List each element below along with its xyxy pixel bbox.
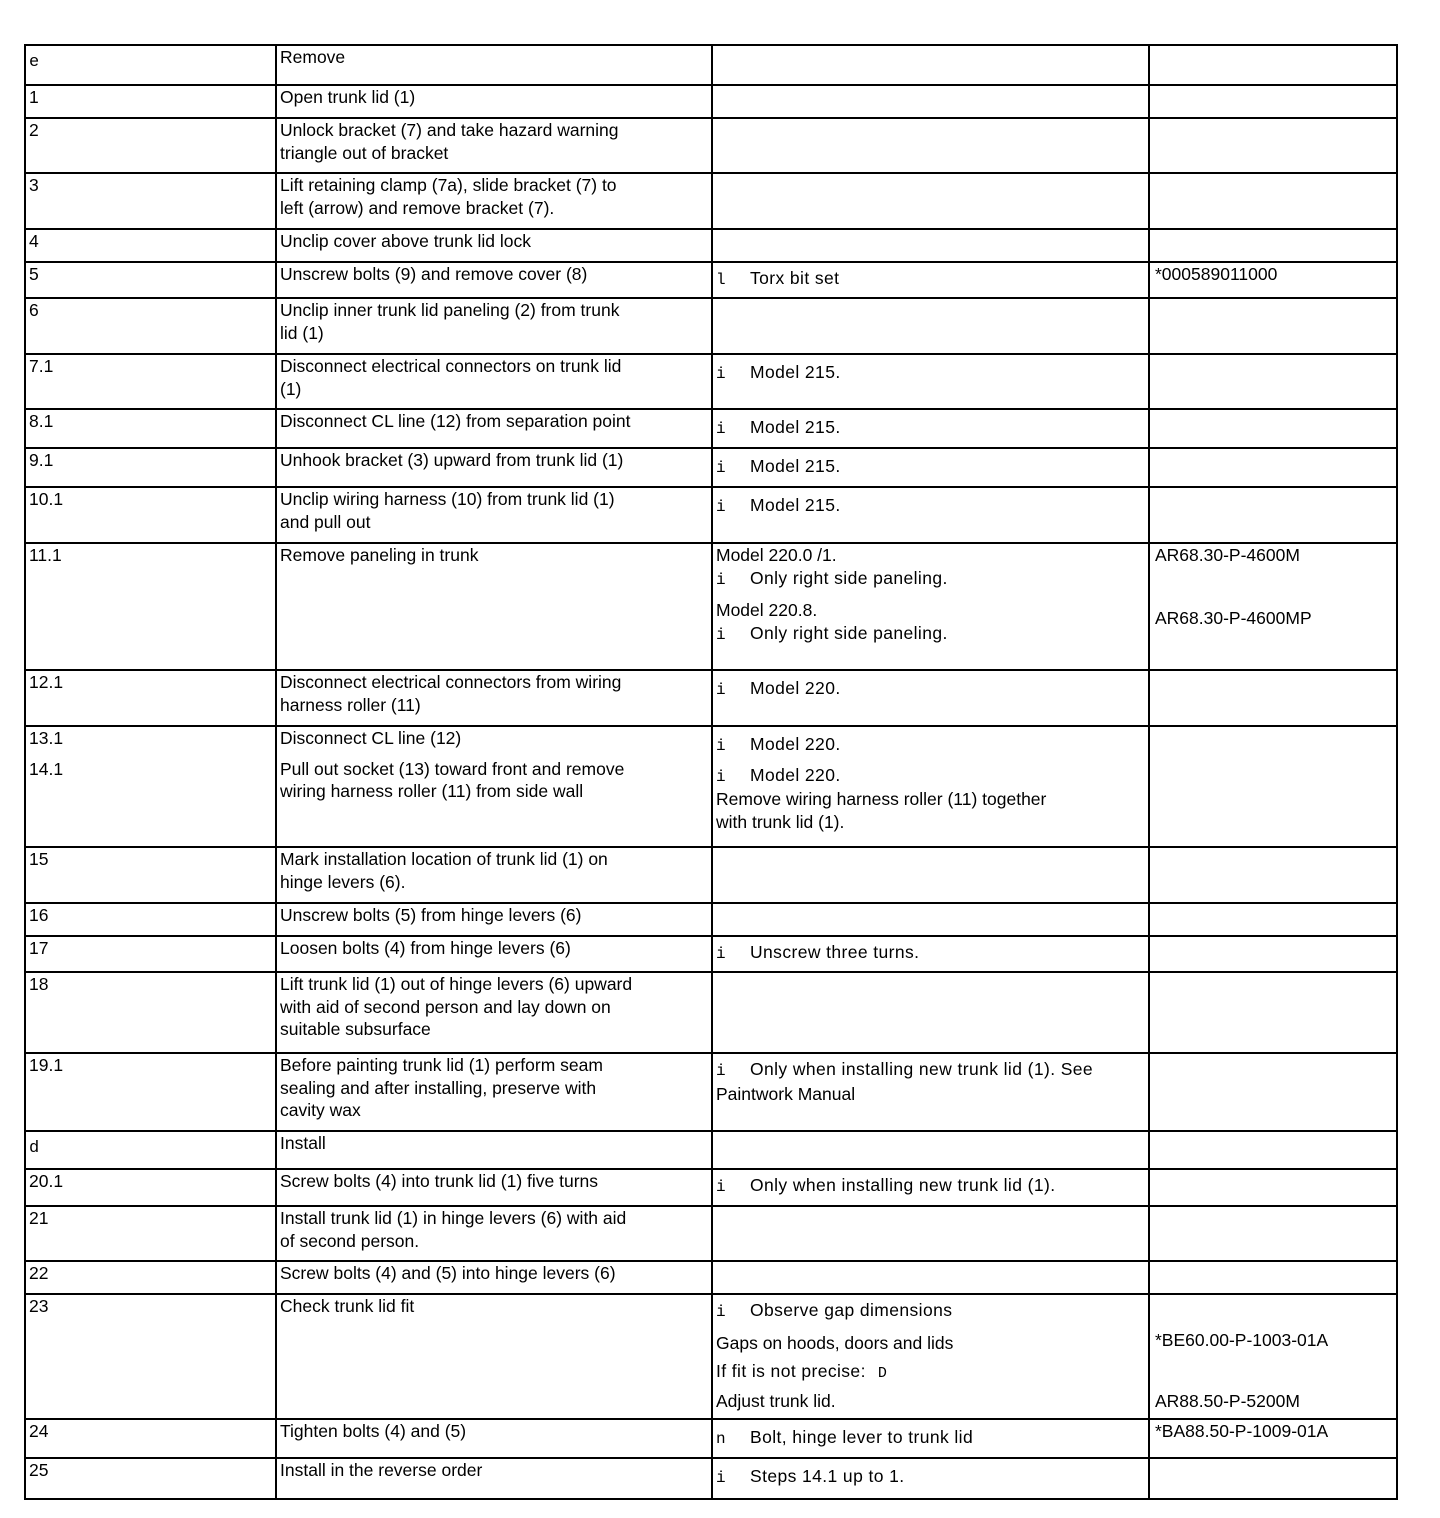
notes-cell bbox=[712, 1261, 1149, 1294]
action-text: Tighten bolts (4) and (5) bbox=[280, 1421, 467, 1441]
step-number: 1 bbox=[29, 87, 39, 107]
note-text: If fit is not precise: bbox=[716, 1361, 866, 1381]
action-text: triangle out of bracket bbox=[280, 142, 449, 163]
note-text: Model 215. bbox=[750, 456, 841, 476]
step-cell bbox=[25, 936, 276, 972]
reference-text: *BE60.00-P-1003-01A bbox=[1155, 1330, 1329, 1350]
step-number: e bbox=[29, 53, 40, 72]
action-text: Check trunk lid fit bbox=[280, 1296, 415, 1316]
notes-cell bbox=[712, 229, 1149, 262]
table-row bbox=[25, 487, 1397, 543]
note-text: Observe gap dimensions bbox=[750, 1300, 953, 1320]
reference-cell bbox=[1149, 118, 1397, 173]
table-row bbox=[25, 45, 1397, 85]
step-cell bbox=[25, 409, 276, 448]
note-line bbox=[716, 677, 1144, 702]
reference-cell bbox=[1149, 936, 1397, 972]
note-text: Remove wiring harness roller (11) together bbox=[716, 789, 1047, 809]
note-line bbox=[716, 1058, 1144, 1083]
action-text: Lift trunk lid (1) out of hinge levers (6) upward bbox=[280, 974, 633, 994]
table-row bbox=[25, 262, 1397, 298]
note-line bbox=[716, 361, 1144, 386]
procedure-table-body bbox=[25, 45, 1397, 1499]
action-text: Remove bbox=[280, 47, 346, 67]
table-row bbox=[25, 972, 1397, 1053]
action-cell bbox=[276, 1169, 712, 1206]
action-cell bbox=[276, 409, 712, 448]
step-number: 10.1 bbox=[29, 489, 64, 509]
table-row bbox=[25, 1131, 1397, 1169]
step-cell bbox=[25, 847, 276, 903]
info-icon: i bbox=[716, 420, 727, 438]
reference-cell bbox=[1149, 1261, 1397, 1294]
action-cell bbox=[276, 487, 712, 543]
note-text: Model 220.0 /1. bbox=[716, 545, 837, 565]
action-cell bbox=[276, 262, 712, 298]
info-icon: i bbox=[716, 498, 727, 516]
table-row bbox=[25, 354, 1397, 409]
step-cell bbox=[25, 1458, 276, 1499]
action-text: harness roller (11) bbox=[280, 694, 421, 715]
notes-cell bbox=[712, 1419, 1149, 1458]
note-line bbox=[716, 1426, 1144, 1451]
note-line bbox=[716, 416, 1144, 441]
action-text: Screw bolts (4) into trunk lid (1) five turns bbox=[280, 1171, 599, 1191]
reference-cell bbox=[1149, 543, 1397, 670]
note-line bbox=[716, 455, 1144, 480]
table-row bbox=[25, 229, 1397, 262]
step-number: 21 bbox=[29, 1208, 49, 1228]
reference-cell bbox=[1149, 448, 1397, 487]
step-number: 25 bbox=[29, 1460, 49, 1480]
info-icon: i bbox=[716, 945, 727, 963]
step-number: 13.1 bbox=[29, 728, 64, 748]
reference-text: *BA88.50-P-1009-01A bbox=[1155, 1421, 1329, 1441]
action-cell bbox=[276, 45, 712, 85]
note-text: Model 220.8. bbox=[716, 600, 818, 620]
action-text: sealing and after installing, preserve with bbox=[280, 1077, 597, 1098]
reference-cell bbox=[1149, 1206, 1397, 1261]
action-cell bbox=[276, 85, 712, 118]
step-number: 7.1 bbox=[29, 356, 54, 376]
reference-cell bbox=[1149, 670, 1397, 726]
reference-cell bbox=[1149, 409, 1397, 448]
action-text: Disconnect electrical connectors on trunk lid bbox=[280, 356, 622, 376]
notes-cell bbox=[712, 1169, 1149, 1206]
notes-cell bbox=[712, 1131, 1149, 1169]
step-cell bbox=[25, 298, 276, 354]
step-number: 14.1 bbox=[29, 758, 64, 779]
step-cell bbox=[25, 1131, 276, 1169]
action-cell bbox=[276, 1206, 712, 1261]
notes-cell bbox=[712, 448, 1149, 487]
step-number: 3 bbox=[29, 175, 39, 195]
info-icon: i bbox=[716, 737, 727, 755]
reference-cell bbox=[1149, 1169, 1397, 1206]
step-number: 11.1 bbox=[29, 545, 62, 565]
action-text: Remove paneling in trunk bbox=[280, 545, 479, 565]
note-text: Adjust trunk lid. bbox=[716, 1390, 836, 1411]
action-cell bbox=[276, 354, 712, 409]
step-number: d bbox=[29, 1139, 40, 1158]
note-line bbox=[716, 1465, 1144, 1490]
info-icon: i bbox=[716, 1178, 727, 1196]
reference-cell bbox=[1149, 1294, 1397, 1419]
action-text: Open trunk lid (1) bbox=[280, 87, 416, 107]
step-number: 24 bbox=[29, 1421, 49, 1441]
action-text: Pull out socket (13) toward front and remove bbox=[280, 758, 625, 779]
note-text: Only when installing new trunk lid (1). See bbox=[750, 1059, 1094, 1079]
note-text: Model 220. bbox=[750, 764, 841, 785]
action-cell bbox=[276, 972, 712, 1053]
notes-cell bbox=[712, 543, 1149, 670]
note-line bbox=[716, 622, 1144, 647]
step-cell bbox=[25, 118, 276, 173]
info-icon: i bbox=[716, 767, 727, 786]
action-text: Unclip wiring harness (10) from trunk lid (1) bbox=[280, 489, 615, 509]
action-cell bbox=[276, 298, 712, 354]
reference-cell bbox=[1149, 229, 1397, 262]
action-text: cavity wax bbox=[280, 1100, 361, 1120]
action-text: left (arrow) and remove bracket (7). bbox=[280, 197, 555, 218]
note-text: Only when installing new trunk lid (1). bbox=[750, 1175, 1056, 1195]
table-row bbox=[25, 85, 1397, 118]
notes-cell bbox=[712, 972, 1149, 1053]
notes-cell bbox=[712, 847, 1149, 903]
step-cell bbox=[25, 85, 276, 118]
info-icon: i bbox=[716, 1303, 727, 1321]
action-text: Lift retaining clamp (7a), slide bracket (7) to bbox=[280, 175, 617, 195]
table-row bbox=[25, 1458, 1397, 1499]
action-cell bbox=[276, 903, 712, 936]
notes-cell bbox=[712, 173, 1149, 229]
action-cell bbox=[276, 448, 712, 487]
note-line bbox=[716, 267, 1144, 292]
action-cell bbox=[276, 118, 712, 173]
note-line bbox=[716, 764, 1144, 789]
step-cell bbox=[25, 543, 276, 670]
step-number: 6 bbox=[29, 300, 39, 320]
reference-cell bbox=[1149, 1419, 1397, 1458]
reference-cell bbox=[1149, 972, 1397, 1053]
table-row bbox=[25, 1294, 1397, 1419]
notes-cell bbox=[712, 1458, 1149, 1499]
step-cell bbox=[25, 45, 276, 85]
step-cell bbox=[25, 670, 276, 726]
action-text: Mark installation location of trunk lid (1) on bbox=[280, 849, 608, 869]
action-text: Install bbox=[280, 1133, 326, 1153]
note-text: Model 215. bbox=[750, 362, 841, 382]
reference-cell bbox=[1149, 354, 1397, 409]
table-row bbox=[25, 1261, 1397, 1294]
step-number: 9.1 bbox=[29, 450, 54, 470]
action-text: hinge levers (6). bbox=[280, 871, 406, 892]
step-number: 4 bbox=[29, 231, 39, 251]
note-text: Steps 14.1 up to 1. bbox=[750, 1466, 905, 1486]
step-cell bbox=[25, 173, 276, 229]
action-text: Screw bolts (4) and (5) into hinge levers (6) bbox=[280, 1263, 616, 1283]
reference-text: AR88.50-P-5200M bbox=[1155, 1390, 1300, 1411]
note-line bbox=[716, 1299, 1144, 1324]
action-cell bbox=[276, 229, 712, 262]
info-icon: i bbox=[716, 459, 727, 477]
table-row bbox=[25, 1053, 1397, 1131]
action-text: Unlock bracket (7) and take hazard warning bbox=[280, 120, 619, 140]
table-row bbox=[25, 1419, 1397, 1458]
action-cell bbox=[276, 1294, 712, 1419]
notes-cell bbox=[712, 903, 1149, 936]
reference-cell bbox=[1149, 487, 1397, 543]
table-row bbox=[25, 298, 1397, 354]
step-cell bbox=[25, 487, 276, 543]
action-text: (1) bbox=[280, 378, 302, 399]
table-row bbox=[25, 448, 1397, 487]
action-text: Unclip inner trunk lid paneling (2) from trunk bbox=[280, 300, 620, 320]
info-icon: i bbox=[716, 570, 727, 589]
step-cell bbox=[25, 229, 276, 262]
action-text: Unscrew bolts (5) from hinge levers (6) bbox=[280, 905, 582, 925]
note-text: Only right side paneling. bbox=[750, 567, 948, 588]
reference-cell bbox=[1149, 45, 1397, 85]
note-text: Torx bit set bbox=[750, 268, 840, 288]
action-text: Loosen bolts (4) from hinge levers (6) bbox=[280, 938, 571, 958]
note-text: Gaps on hoods, doors and lids bbox=[716, 1332, 954, 1353]
step-number: 19.1 bbox=[29, 1055, 64, 1075]
notes-cell bbox=[712, 1206, 1149, 1261]
step-number: 12.1 bbox=[29, 672, 64, 692]
action-text: Unscrew bolts (9) and remove cover (8) bbox=[280, 264, 588, 284]
notes-cell bbox=[712, 409, 1149, 448]
step-number: 23 bbox=[29, 1296, 49, 1316]
reference-cell bbox=[1149, 173, 1397, 229]
action-cell bbox=[276, 543, 712, 670]
action-text: Install in the reverse order bbox=[280, 1460, 483, 1480]
info-icon: i bbox=[716, 365, 727, 383]
notes-cell bbox=[712, 354, 1149, 409]
reference-cell bbox=[1149, 85, 1397, 118]
step-cell bbox=[25, 1419, 276, 1458]
step-cell bbox=[25, 1053, 276, 1131]
action-cell bbox=[276, 1458, 712, 1499]
action-cell bbox=[276, 1419, 712, 1458]
torque-icon: n bbox=[716, 1430, 727, 1448]
action-text: suitable subsurface bbox=[280, 1019, 431, 1039]
step-cell bbox=[25, 903, 276, 936]
table-row bbox=[25, 1206, 1397, 1261]
reference-text: AR68.30-P-4600M bbox=[1155, 545, 1300, 565]
arrow-icon: D bbox=[877, 1365, 888, 1382]
action-text: wiring harness roller (11) from side wall bbox=[280, 781, 584, 801]
action-cell bbox=[276, 1131, 712, 1169]
table-row bbox=[25, 670, 1397, 726]
note-text: Paintwork Manual bbox=[716, 1083, 856, 1104]
action-cell bbox=[276, 173, 712, 229]
table-row bbox=[25, 726, 1397, 847]
notes-cell bbox=[712, 670, 1149, 726]
action-text: and pull out bbox=[280, 511, 371, 532]
note-text: Bolt, hinge lever to trunk lid bbox=[750, 1427, 974, 1447]
note-line bbox=[716, 941, 1144, 966]
table-row bbox=[25, 903, 1397, 936]
action-text: Disconnect CL line (12) from separation point bbox=[280, 411, 631, 431]
info-icon: i bbox=[716, 625, 727, 644]
notes-cell bbox=[712, 118, 1149, 173]
notes-cell bbox=[712, 85, 1149, 118]
step-number: 22 bbox=[29, 1263, 49, 1283]
action-cell bbox=[276, 1261, 712, 1294]
step-number: 2 bbox=[29, 120, 39, 140]
note-text: Model 220. bbox=[750, 678, 841, 698]
reference-text: *000589011000 bbox=[1155, 264, 1278, 284]
notes-cell bbox=[712, 298, 1149, 354]
action-cell bbox=[276, 670, 712, 726]
note-line bbox=[716, 1174, 1144, 1199]
table-row bbox=[25, 173, 1397, 229]
action-text: Disconnect CL line (12) bbox=[280, 728, 462, 748]
action-text: of second person. bbox=[280, 1230, 420, 1251]
reference-cell bbox=[1149, 903, 1397, 936]
table-row bbox=[25, 118, 1397, 173]
note-text: with trunk lid (1). bbox=[716, 811, 845, 832]
action-text: Before painting trunk lid (1) perform seam bbox=[280, 1055, 603, 1075]
info-icon: i bbox=[716, 1469, 727, 1487]
step-cell bbox=[25, 972, 276, 1053]
reference-text: AR68.30-P-4600MP bbox=[1155, 607, 1312, 628]
note-line bbox=[716, 494, 1144, 519]
step-cell bbox=[25, 1294, 276, 1419]
notes-cell bbox=[712, 936, 1149, 972]
notes-cell bbox=[712, 262, 1149, 298]
step-cell bbox=[25, 262, 276, 298]
step-cell bbox=[25, 1206, 276, 1261]
action-cell bbox=[276, 847, 712, 903]
reference-cell bbox=[1149, 847, 1397, 903]
action-text: Unhook bracket (3) upward from trunk lid (1) bbox=[280, 450, 624, 470]
table-row bbox=[25, 936, 1397, 972]
table-row bbox=[25, 1169, 1397, 1206]
action-cell bbox=[276, 936, 712, 972]
step-number: 17 bbox=[29, 938, 49, 958]
notes-cell bbox=[712, 1294, 1149, 1419]
notes-cell bbox=[712, 487, 1149, 543]
note-line bbox=[716, 1360, 1144, 1386]
action-text: Disconnect electrical connectors from wiring bbox=[280, 672, 622, 692]
step-number: 20.1 bbox=[29, 1171, 64, 1191]
step-cell bbox=[25, 1169, 276, 1206]
step-cell bbox=[25, 354, 276, 409]
action-text: Install trunk lid (1) in hinge levers (6) with aid bbox=[280, 1208, 627, 1228]
tool-icon: l bbox=[716, 271, 727, 289]
step-cell bbox=[25, 1261, 276, 1294]
step-cell bbox=[25, 448, 276, 487]
note-line bbox=[716, 567, 1144, 592]
action-text: Unclip cover above trunk lid lock bbox=[280, 231, 531, 251]
note-text: Model 215. bbox=[750, 417, 841, 437]
reference-cell bbox=[1149, 726, 1397, 847]
info-icon: i bbox=[716, 1062, 727, 1080]
reference-cell bbox=[1149, 1131, 1397, 1169]
note-text: Model 215. bbox=[750, 495, 841, 515]
note-text: Only right side paneling. bbox=[750, 622, 948, 643]
action-cell bbox=[276, 1053, 712, 1131]
info-icon: i bbox=[716, 681, 727, 699]
notes-cell bbox=[712, 726, 1149, 847]
reference-cell bbox=[1149, 262, 1397, 298]
action-text: with aid of second person and lay down on bbox=[280, 996, 611, 1017]
procedure-table bbox=[24, 44, 1398, 1500]
table-row bbox=[25, 847, 1397, 903]
note-text: Model 220. bbox=[750, 734, 841, 754]
note-line bbox=[716, 733, 1144, 758]
reference-cell bbox=[1149, 298, 1397, 354]
action-cell bbox=[276, 726, 712, 847]
step-cell bbox=[25, 726, 276, 847]
reference-cell bbox=[1149, 1053, 1397, 1131]
action-text: lid (1) bbox=[280, 322, 324, 343]
step-number: 18 bbox=[29, 974, 49, 994]
table-row bbox=[25, 543, 1397, 670]
table-row bbox=[25, 409, 1397, 448]
step-number: 16 bbox=[29, 905, 49, 925]
notes-cell bbox=[712, 1053, 1149, 1131]
reference-cell bbox=[1149, 1458, 1397, 1499]
step-number: 5 bbox=[29, 264, 39, 284]
notes-cell bbox=[712, 45, 1149, 85]
note-text: Unscrew three turns. bbox=[750, 942, 920, 962]
step-number: 8.1 bbox=[29, 411, 54, 431]
step-number: 15 bbox=[29, 849, 49, 869]
